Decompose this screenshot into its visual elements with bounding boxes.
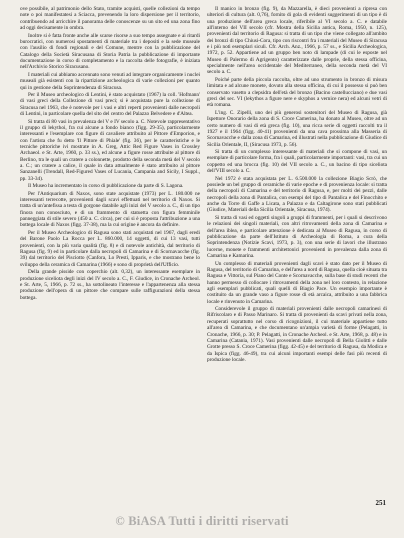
paragraph: ove possibile, al patrimonio dello Stato, tramite acquisti, quelle collezioni da tempo note o poi manifestatesi a Sciacca, prevenendo la loro dispersione per il territorio, contribuendo ad arricchire il panorama delle conoscenze su un sito ed una zona fino ad oggi decisamente in ombra. (20, 6, 200, 32)
paragraph: Nel 1972 è stata acquistata per L. 6.500.000 la collezione Biagio Scrò, che possiede un bel gruppo di ceramiche di varie epoche e di provenienza locale: si tratta della necropoli di Camarina e del territorio di Ragusa, e, per molti dei pezzi, dalle necropoli della zona di Pantalica, con esempi del tipo di Pantalica e del Finocchito e anche da Torre di Gaffe a Licata, a Palazzo e da Caltagirone sono stati pubblicati (Giudice, Materiali della Sicilia Orientale, Siracusa, 1974). (207, 175, 387, 214)
paragraph: Per il Museo archeologico di Lentini, è stato acquistato (1967) la coll. 'Hofmann' di vasi greci della Collezione di vasi preci; si è acquistata pure la collezione di Siracusa nel 1963, che è notevole per i vasi e altri reperti provenienti dalle necropoli di Lentini, in particolare quella del sito del centro del Palazzo Belvedere e d'Altea. (20, 92, 200, 118)
paragraph: Poiché parte della piccola raccolta, oltre ad uno strumento in bronzo di misura limitata e ad alcune monete, dovuto alla stessa officina, di cui il possesso si può ben conservato vasetto a clepsidra dell'età del bronzo (Bacino castellucciano) e due vasi greci del sec. VI (lekythos a figure nere e skyphos a vernice nera) ed alcuni vetri di età romana. (207, 76, 387, 109)
paragraph: Si tratta di 80 vasi in prevalenza del V e IV secolo a. C. Notevole rappresentativo il gruppo di lekythoi, fra cui alcune a fondo bianco (figg. 29-35), particolarmente interessanti e l'esemplare con figure di cavaliere attribuito al Pittore d'Emporion, e con l'artista che fu detto 'Il Pittore di Phiale' (fig. 36), per le caratteristiche e le tecniche pittoriche ivi mostrate in A. Greg, Attic Red Figure Vases in Crossley Archaeol. e St. Arte, 1960, p. 33 ss.), ed alcune a figure rosse attribuite al pittore di Berlino, tra le quali un cratere a colonnette, prodotto della seconda metà del V secolo a. C.; un cratere a calice, il quale in data attualmente è stato attribuito al pittore Sanzanelli (Trendall, Red-Figured Vases of Lucania, Campania and Sicily, I Suppl., pp. 33-34). (20, 118, 200, 182)
paragraph: Il manico in bronzo (fig. 9), da Mazzarella, è dieci provenienti a ripresa con ulteriori di cultura (alt. 0,76), fornito di gola di evidenti suggerimenti di un tipo è di una produzione dell'area greca locale, riferibile al VI secolo a. C. e databile all'interno del VII secolo (cfr. Mostra della Sicilia antica, Roma, 1950, n. 125), provenienti dal territorio di Ragusa: si tratta di un tipo che viene collegato all'ambito dei bronzi di tipo Chiusi-Cora, tipo con riscontri fra i materiali del Museo di Siracusa e i più noti esemplari siculi. Cfr. Arch. Anz., 1966, p. 57 ss., e Sicilia Archeologica, 1972, p. 52. Appartiene ad un gruppo ben noto di lampade (di cui le esposte nel Museo di Palermo di Agrigento) caratterizzate dalle proprie, della stessa officina, specialmente nell'area occidentale del Mediterraneo, della seconda metà del VI secolo a. C. (207, 6, 387, 76)
paragraph: L'ing. C. Zipelli, uno dei più generosi sostenitori del Museo di Ragusa, già Ispettore Onorario della zona di S. Croce Camerina, ha donato al Museo, oltre ad un certo numero di vasi di età greca (fig. 10), una ricca serie di oggetti raccolti tra il 1927 e il 1964 (figg. 40-41) provenienti da una cava prossima alla Masseria di Scornavacche e dalla zona di Camarina, ed illustrati nella pubblicazione di Giudice di Sicilia Orientale, II, (Siracusa 1973, p. 56). (207, 109, 387, 148)
paragraph: Della grande pisside con coperchio (alt. 0,32), un interessante esemplare in produzione siceliota degli inizi del IV secolo a. C., F. Giudice, in Cronache Archeol. e St. Arte, 5, 1966, p. 72 ss., ha sottolineato l'interesse e l'appartenenza alla stessa produzione dell'opera di un pittore che compare sulle raffigurazioni della stessa bottega. (20, 269, 200, 301)
paragraph: Per il Museo Archeologico di Ragusa sono stati acquistati nel 1967, dagli eredi del Barone Paolo La Rocca per L. 860.000, 14 oggetti, di cui 13 vasi, tutti provenienti, con la più varia qualità (fig. 8) e di notevole antichità, dal territorio di Ragusa (fig. 9) ed in particolare dalla necropoli di Camarina e di Scornavacche (fig. 39) dal territorio del Pisciotto (Canfora, Lo Presti, Ipparis, e che mostrano bene lo sviluppo della ceramica di Camarina (1966) e sono di proprietà dell'Ufficio. (20, 230, 200, 268)
paragraph: I materiali cui abbiamo accennato sono venuti ad integrare organicamente i nuclei museali già esistenti con la ripartizione archeologica di varie collezioni per quanto qui in gestione della Soprintendenza di Siracusa. (20, 71, 200, 91)
paragraph: Per l'Antiquarium di Naxos, sono state acquistate (1973) per L. 180.000 ne interessanti terrecotte, provenienti dagli scavi effettuati nel territorio di Naxos. Si tratta di un'antefissa a testa di gorgone databile agli inizi del V secolo a. C., di un tipo finora non conosciuto, e di un frammento di statuetta con figura femminile panneggiata di stile severo (450 a. C. circa), per cui si è proposta l'attribuzione a una bottega locale di Naxos (figg. 37-38), ma la cui origine è ancora da definire. (20, 190, 200, 229)
right-text-column (207, 6, 387, 364)
paragraph: Si tratta di vasi ed oggetti singoli a gruppi di frammenti, per i quali si descrivono le relazioni dei singoli materiali, con altri ritrovamenti della zona di Camarina e dell'area iblea, e particolare attenzione è dedicata al Museo di Ragusa, in corso di pubblicazione da parte dell'Istituto di Archeologia di Roma, a cura della Soprintendenza (Notizie Scavi, 1973, p. 3), con una serie di lavori che illustrano lucerne, monete e frammenti architettonici provenienti in prevalenza dalla zona di Camarina e Kamarina. (207, 214, 387, 259)
paragraph: Considerevole il gruppo di materiali provenienti dalle necropoli camarinesi di Rifriscolaro e di Passo Marinaro. Si tratta di provenienti da scavi privati nella zona, recuperati soprattutto nel corso di ricognizioni, il cui materiale appartiene tutto all'area di Camarina, e che documentano un'ampia varietà di forme (Pelagatti, in Cronache, 1966, p. 30; P. Pelagatti, in Cronache Archeol. e St. Arte, 1968, p. 48) e in Camarina (Catania, 1971). Vasi provenienti dalle necropoli di Bella Giolitti e dalle Grotte presso S. Croce Camerina (figg. 42-45) e del territorio di Ragusa, da Modica e da Ispica (figg. 46-49), tra cui alcuni importanti esempi delle fasi più recenti di produzione locale. (207, 306, 387, 363)
paragraph: Inoltre si è fatta fronte anche alle scarse risorse a suo tempo assegnate e ai ritardi burocratici, con numerosi spostamenti di materiale tra i depositi e la sede museale con l'ausilio di fondi regionali e del Comune, mentre con la pubblicazione del Catalogo della Società Siracusana di Storia Patria la pubblicazione di importante documentazione in corso di completamento e la raccolta delle fotografie, è iniziata nell'Archivio Storico Siracusano. (20, 32, 200, 71)
paragraph: Il Museo ha incrementato in corso di pubblicazione da parte di S. Lagona. (28, 183, 184, 190)
paragraph: Si tratta di un complesso interessante di materiali che si compone di vasi, un esemplare di particolare forma, fra i quali, particolarmente importanti: vasi, tra cui un coppetto ed una brocca (fig. 10) del VII secolo a. C., un bacino di tipo siceliota dell'VIII secolo a. C. (207, 149, 387, 175)
page-number: 251 (375, 499, 386, 507)
paragraph: Un complesso di materiali provenienti dagli scavi è stato dato per il Museo di Ragusa, del territorio di Camarina, e dell'area a nord di Ragusa, quella cioè situata tra Ragusa e Vittoria, sul Piano del Conte e Scornavacche, sulla base di studi recenti che hanno permesso di collocare i ritrovamenti della zona nel loro contesto, in relazione agli esemplari pubblicati, quali quelli di Biagio Pace. Un esempio importante è costituito da un grande vaso a figure rosse di età arcaica, attribuito a una fabbrica locale e rinvenuto in Camarina. (207, 260, 387, 305)
left-text-column (20, 6, 200, 302)
copyright-watermark: © BiASA Tutti i diritti riservati (115, 514, 289, 528)
